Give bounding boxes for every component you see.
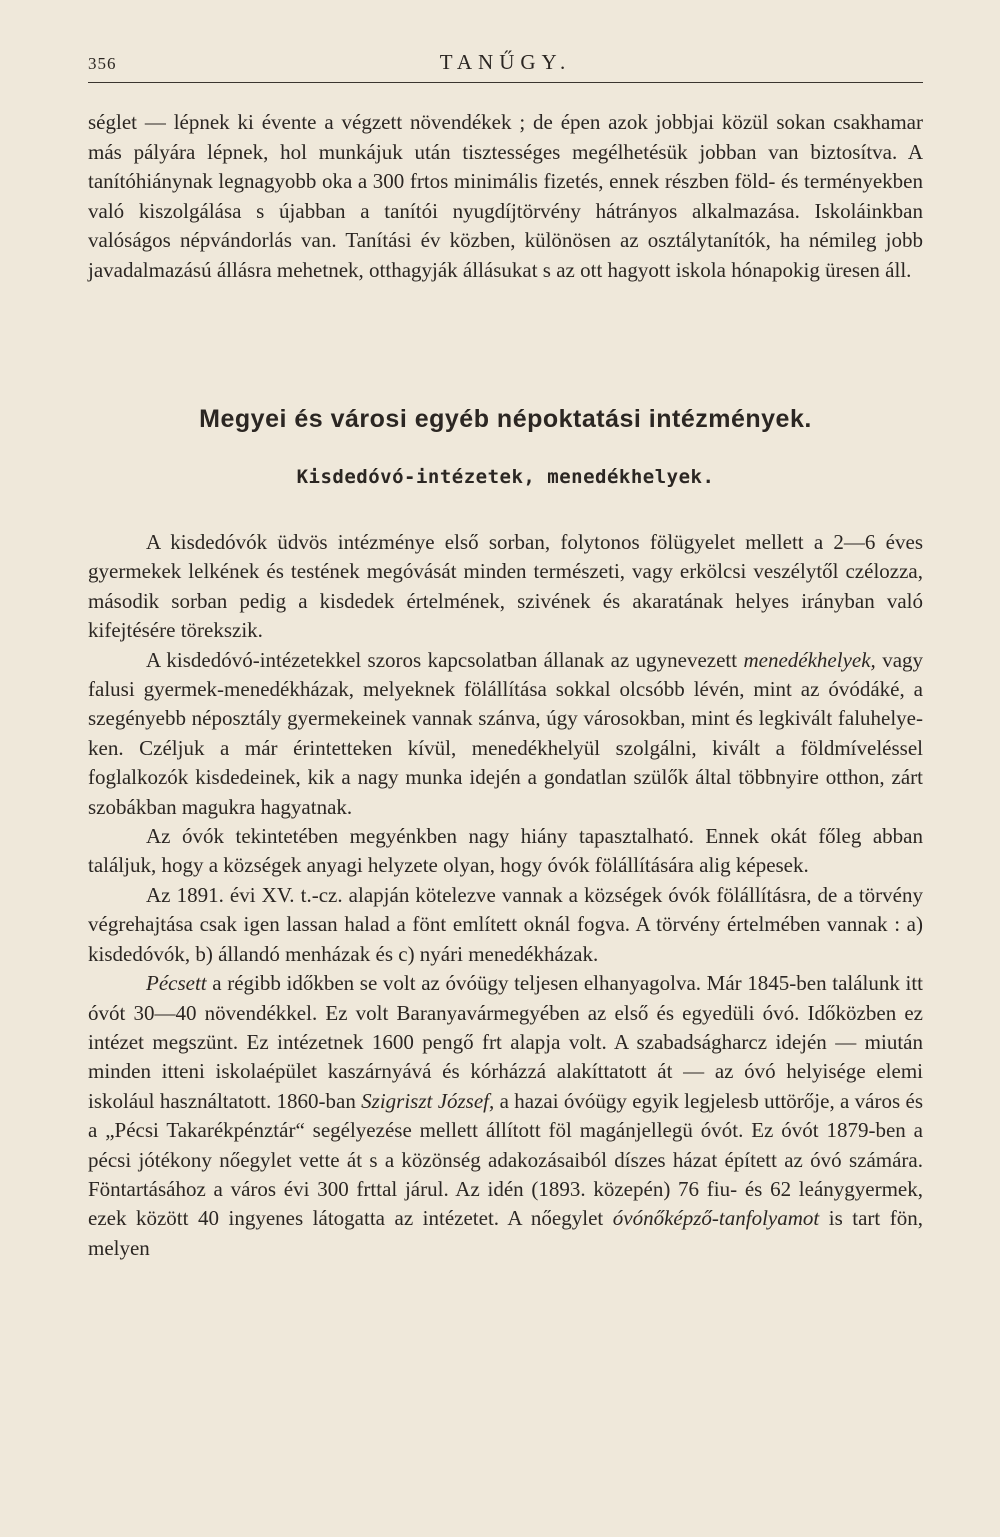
emphasis-tanfolyam: óvónőképző-tanfolyamot (612, 1206, 820, 1231)
paragraph-ovok-hiany: Az óvók tekintetében megyénkben nagy hiány tapasztalható. Ennek okát főleg abban találjuk, hogy a községek anyagi helyzete olyan, hogy óvók fölállítására alig képesek. (88, 824, 923, 878)
paragraph-torveny: Az 1891. évi XV. t.-cz. alapján kötelezve vannak a községek óvók fölállításra, de a törvény végrehajtása csak igen lassan halad a fönt említett oknál fogva. A törvény értelmében vannak : a) kisdedóvók, b) állandó menházak és c) nyári menedékházak. (88, 882, 923, 966)
subsection-title: Kisdedóvó-intézetek, menedékhelyek. (296, 466, 715, 488)
emphasis-szigriszt: Szigriszt József, (361, 1088, 495, 1113)
paragraph-pecs-part-a: a régibb időkben se volt az óvóügy teljesen elhanyagolva. Már 1845-ben találunk itt óvót 30—40 növendékkel. Ez volt Baranyavármegyében az első és egyedüli óvó. Időközben ez intézet megszünt. Ez intézetnek 1600 pengő frt alapja volt. A szabadságharcz idején — miután minden itteni iskolaépület kaszárnyává és kórházzá alakíttatott át — az óvó helyisége elemi iskolául használtatott. 1860-ban (88, 971, 924, 1113)
paragraph-pecs (88, 969, 923, 1263)
intro-paragraph: séglet — lépnek ki évente a végzett növendékek ; de épen azok jobbjai közül sokan csakhamar más pályára lépnek, hol munkájuk után tisztességes megélhetésük jobban van biztosítva. A tanítóhiánynak legnagyobb oka a 300 frtos minimális fizetés, ennek részben föld- és terményekben való kiszolgálása s újabban a tanítói nyugdíjtörvény hátrányos alkalmazása. Iskoláinkban valóságos népvándorlás van. Tanítási év közben, különösen az osztálytanítók, ha némileg jobb javadalmazású állásra mehetnek, otthagyják állásukat s az ott hagyott iskola hónapokig üresen áll. (88, 110, 923, 282)
paragraph-menedekhelyek (88, 646, 923, 822)
intro-text (88, 108, 923, 286)
emphasis-menedekhelyek: menedékhelyek, (743, 647, 876, 672)
section-title: Megyei és városi egyéb népoktatási intézmények. (199, 405, 812, 433)
page-number: 356 (88, 54, 117, 73)
running-title: TANŰGY. (439, 50, 572, 74)
paragraph-menedekhelyek-rest: vagy falusi gyermek-menedékházak, melyeknek fölállítása sokkal olcsóbb lévén, mint az óvódáké, a szegényebb néposztály gyermekeinek vannak szánva, úgy városokban, mint és legkivált faluhelyeken. Czéljuk a már érintetteken kívül, menedékhelyül szolgálni, kivált a földmíveléssel foglalkozók kisdedeinek, kik a nagy munka idején a gondatlan szülők által többnyire otthon, zárt szobákban magukra hagyatnak. (88, 647, 924, 819)
paragraph-menedekhelyek-start: A kisdedóvó-intézetekkel szoros kapcsolatban állanak az ugynevezett (146, 647, 738, 672)
paragraph-pecs-part-b: a hazai óvóügy egyik legjelesb uttörője, a város és a „Pécsi Takarékpénztár“ segélyezése mellett állított föl magánjellegü óvót. Ez óvót 1879-ben a pécsi jótékony nőegylet vette át s a közönség adakozásaiból díszes házat épített az óvó számára. Föntartásához a város évi 300 frttal járul. Az idén (1893. közepén) 76 fiu- és 62 leánygyermek, ezek között 40 ingyenes látogatta az intézetet. A nőegylet (88, 1088, 923, 1231)
page-header (88, 50, 923, 83)
emphasis-pecsett: Pécsett (146, 971, 207, 996)
paragraph-kisdedovok: A kisdedóvók üdvös intézménye első sorban, folytonos fölügyelet mellett a 2—6 éves gyermekek lelkének és testének megóvását minden természeti, vagy erkölcsi veszélytől czélozza, második sorban pedig a kisdedek értelmének, szivének és akaratának helyes irányban való kifejtésére törekszik. (88, 530, 923, 643)
paragraph-pecs-part-c: is tart fön, melyen (88, 1206, 924, 1260)
main-text (88, 528, 923, 1263)
